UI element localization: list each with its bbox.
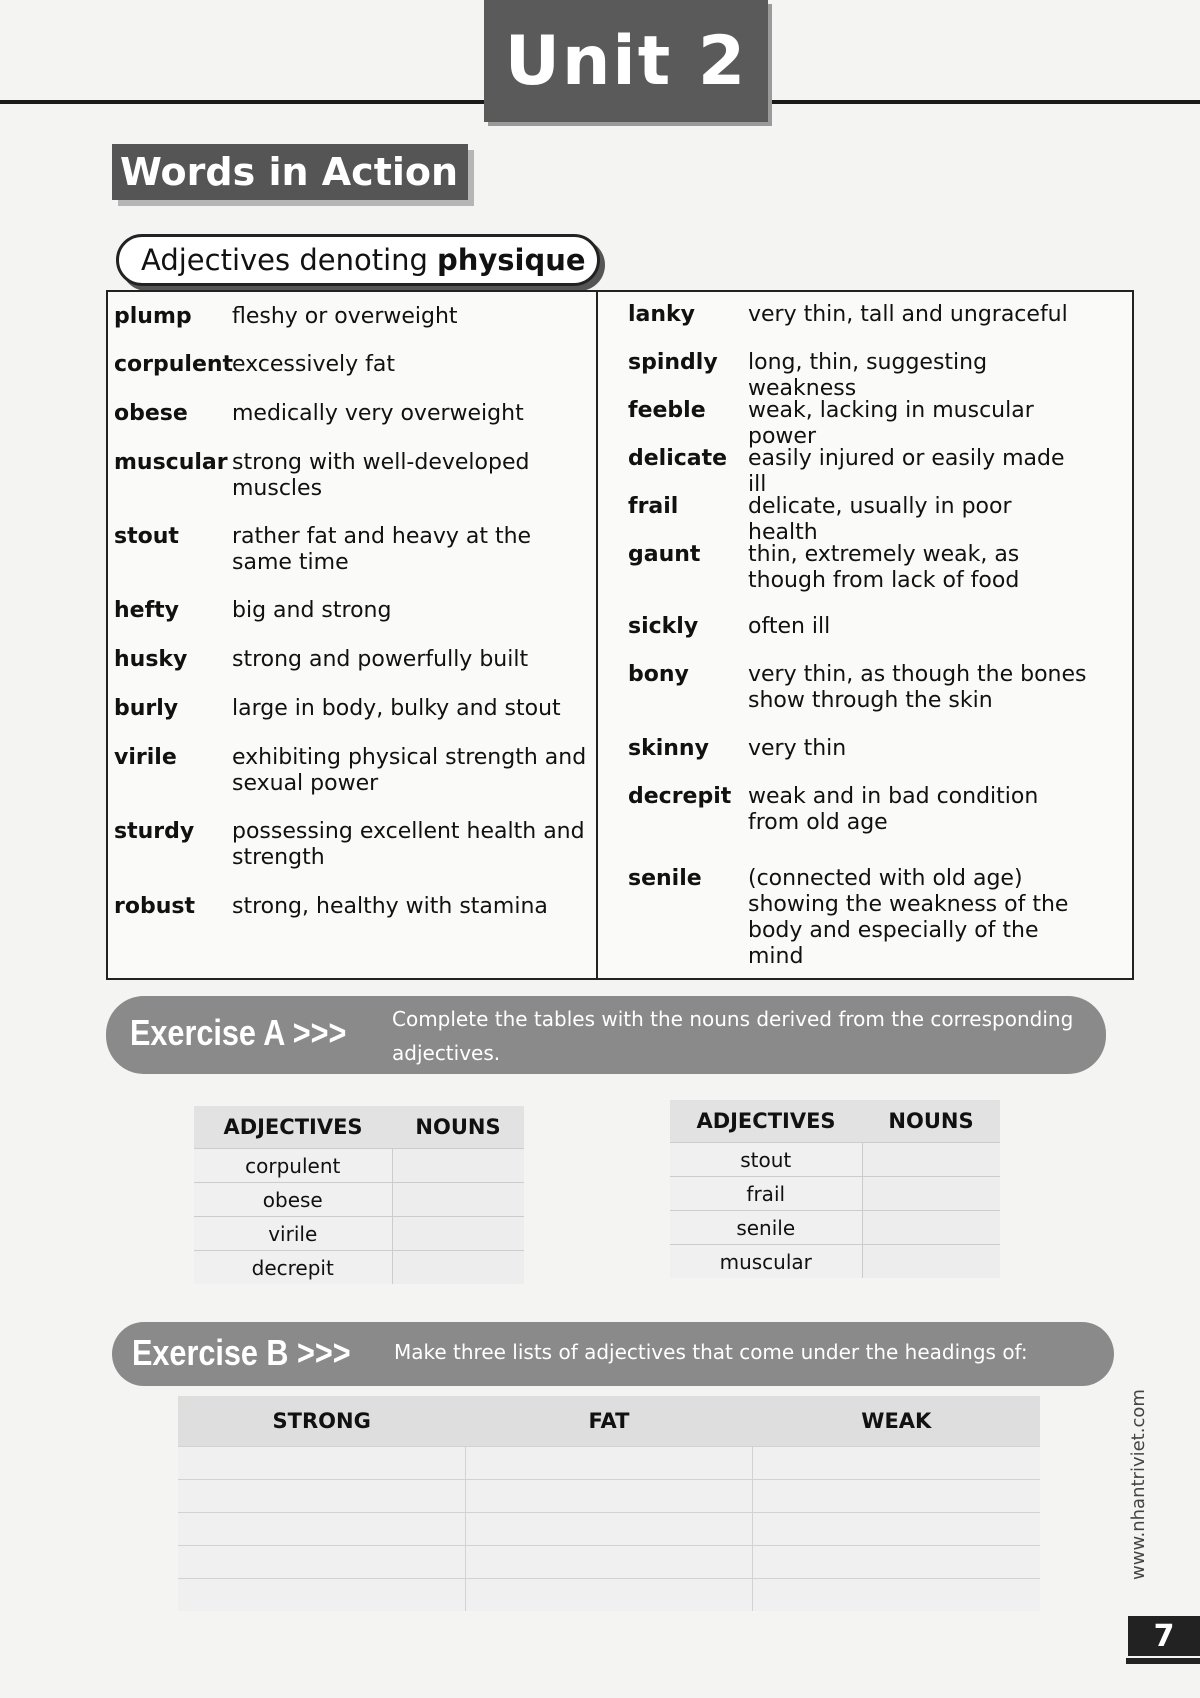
- noun-answer-cell[interactable]: [392, 1251, 524, 1285]
- vocab-definition: weak and in bad condition from old age: [748, 784, 1039, 835]
- vocab-definition: very thin, tall and ungraceful: [748, 302, 1068, 327]
- table-row: [194, 1217, 524, 1251]
- vocab-word: delicate: [628, 446, 728, 471]
- vocab-word: hefty: [114, 598, 180, 623]
- vocab-word: feeble: [628, 398, 706, 423]
- adjectives-header: ADJECTIVES: [670, 1100, 862, 1143]
- section-title: Words in Action: [120, 150, 459, 194]
- topic-bold: physique: [436, 243, 586, 277]
- vocab-definition: big and strong: [232, 598, 392, 623]
- vocab-definition: exhibiting physical strength and sexual power: [232, 745, 587, 796]
- exercise-a-instruction: Complete the tables with the nouns derived from the corresponding adjectives.: [392, 1007, 1074, 1065]
- unit-title-box: [484, 0, 768, 122]
- exercise-b-title: Exercise B >>>: [132, 1332, 351, 1373]
- adjective-cell: frail: [670, 1177, 862, 1211]
- heading-strong: STRONG: [178, 1396, 465, 1447]
- exercise-b-banner: [112, 1322, 1114, 1386]
- table-row: [670, 1245, 1000, 1279]
- vocab-word: obese: [114, 401, 188, 426]
- vocab-word: corpulent: [114, 352, 234, 377]
- adjective-cell: muscular: [670, 1245, 862, 1279]
- exercise-a-table-2: [670, 1100, 1000, 1278]
- answer-row: [178, 1546, 1040, 1579]
- vocab-word: muscular: [114, 450, 228, 475]
- section-title-box: [112, 144, 468, 200]
- vocab-definition: strong, healthy with stamina: [232, 894, 548, 919]
- vocab-definition: delicate, usually in poor health: [748, 494, 1012, 545]
- adjective-cell: virile: [194, 1217, 392, 1251]
- vocab-definition: strong and powerfully built: [232, 647, 529, 672]
- vocab-definition: fleshy or overweight: [232, 304, 458, 329]
- page-number: 7: [1128, 1616, 1200, 1656]
- answer-row: [178, 1480, 1040, 1513]
- answer-row: [178, 1513, 1040, 1546]
- vocab-word: sickly: [628, 614, 699, 639]
- vocab-word: senile: [628, 866, 702, 891]
- exercise-b-instruction: Make three lists of adjectives that come under the headings of:: [394, 1340, 1028, 1364]
- noun-answer-cell[interactable]: [862, 1143, 1000, 1177]
- vocab-definition: large in body, bulky and stout: [232, 696, 561, 721]
- vocabulary-divider: [596, 292, 598, 978]
- heading-weak: WEAK: [753, 1396, 1040, 1447]
- adjectives-header: ADJECTIVES: [194, 1106, 392, 1149]
- vocab-definition: excessively fat: [232, 352, 395, 377]
- vocab-definition: strong with well-developed muscles: [232, 450, 530, 501]
- exercise-a-banner: [106, 996, 1106, 1074]
- noun-answer-cell[interactable]: [862, 1211, 1000, 1245]
- table-row: [670, 1177, 1000, 1211]
- vocab-definition: very thin, as though the bones show through the skin: [748, 662, 1087, 713]
- page-number-rule: [1126, 1658, 1200, 1664]
- vocab-word: virile: [114, 745, 177, 770]
- vocab-definition: medically very overweight: [232, 401, 524, 426]
- vocab-definition: rather fat and heavy at the same time: [232, 524, 532, 575]
- table-row: [670, 1143, 1000, 1177]
- vocab-definition: (connected with old age) showing the weakness of the body and especially of the mind: [748, 866, 1069, 969]
- vocab-word: frail: [628, 494, 679, 519]
- adjective-cell: senile: [670, 1211, 862, 1245]
- vocab-word: skinny: [628, 736, 709, 761]
- exercise-a-table-1: [194, 1106, 524, 1284]
- noun-answer-cell[interactable]: [392, 1217, 524, 1251]
- table-row: [670, 1211, 1000, 1245]
- table-row: [194, 1251, 524, 1285]
- vocab-definition: often ill: [748, 614, 831, 639]
- answer-row: [178, 1447, 1040, 1480]
- website-url: www.nhantriviet.com: [1128, 1389, 1149, 1580]
- vocab-word: spindly: [628, 350, 718, 375]
- unit-title: Unit 2: [504, 21, 748, 101]
- vocab-word: plump: [114, 304, 192, 329]
- vocab-definition: possessing excellent health and strength: [232, 819, 585, 870]
- noun-answer-cell[interactable]: [862, 1245, 1000, 1279]
- adjective-cell: corpulent: [194, 1149, 392, 1183]
- vocab-definition: weak, lacking in muscular power: [748, 398, 1034, 449]
- topic-prefix: Adjectives denoting: [141, 243, 428, 277]
- vocab-word: burly: [114, 696, 179, 721]
- vocab-word: stout: [114, 524, 179, 549]
- vocab-definition: thin, extremely weak, as though from lack of food: [748, 542, 1020, 593]
- topic-label: [116, 234, 600, 286]
- exercise-a-title: Exercise A >>>: [130, 1012, 347, 1053]
- table-row: [194, 1149, 524, 1183]
- vocab-word: sturdy: [114, 819, 195, 844]
- table-row: [194, 1183, 524, 1217]
- vocab-word: bony: [628, 662, 689, 687]
- noun-answer-cell[interactable]: [392, 1183, 524, 1217]
- vocab-definition: easily injured or easily made ill: [748, 446, 1065, 497]
- nouns-header: NOUNS: [392, 1106, 524, 1149]
- vocab-definition: very thin: [748, 736, 847, 761]
- adjective-cell: obese: [194, 1183, 392, 1217]
- vocab-word: lanky: [628, 302, 696, 327]
- noun-answer-cell[interactable]: [862, 1177, 1000, 1211]
- nouns-header: NOUNS: [862, 1100, 1000, 1143]
- heading-fat: FAT: [465, 1396, 752, 1447]
- vocab-word: robust: [114, 894, 195, 919]
- answer-row: [178, 1579, 1040, 1612]
- adjective-cell: decrepit: [194, 1251, 392, 1285]
- vocab-word: gaunt: [628, 542, 701, 567]
- vocabulary-box: [106, 290, 1134, 980]
- vocab-word: husky: [114, 647, 188, 672]
- adjective-cell: stout: [670, 1143, 862, 1177]
- noun-answer-cell[interactable]: [392, 1149, 524, 1183]
- vocab-word: decrepit: [628, 784, 732, 809]
- exercise-b-table: [178, 1396, 1040, 1611]
- vocab-definition: long, thin, suggesting weakness: [748, 350, 988, 401]
